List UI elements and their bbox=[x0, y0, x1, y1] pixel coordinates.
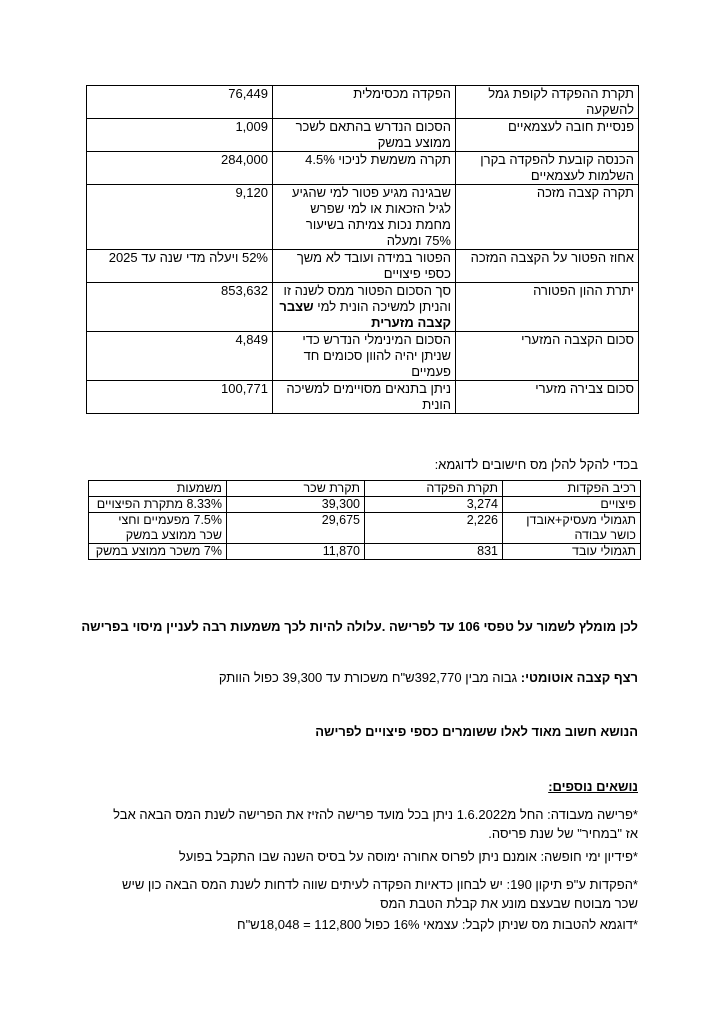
cap-description bbox=[273, 283, 456, 332]
cap-description: הפקדה מכסימלית bbox=[273, 86, 456, 119]
salary-cap-cell: 11,870 bbox=[227, 544, 365, 560]
cap-value: 853,632 bbox=[87, 283, 273, 332]
auto-pension-floor bbox=[219, 670, 638, 686]
table-row bbox=[87, 152, 639, 185]
table-row bbox=[87, 86, 639, 119]
table-row bbox=[87, 250, 639, 283]
cap-description: שבגינה מגיע פטור למי שהגיע לגיל הזכאות או למי שפרש מחמת נכות צמיתה בשיעור 75% ומעלה bbox=[273, 185, 456, 250]
deposit-cap-cell: 831 bbox=[365, 544, 503, 560]
cap-label: פנסיית חובה לעצמאיים bbox=[456, 119, 639, 152]
column-header: משמעות bbox=[89, 481, 227, 497]
component-cell: תגמולי מעסיק+אובדן כושר עבודה bbox=[503, 513, 641, 544]
cap-value: 100,771 bbox=[87, 381, 273, 414]
cap-label: אחוז הפטור על הקצבה המזכה bbox=[456, 250, 639, 283]
cap-description: ניתן בתנאים מסויימים למשיכה הונית bbox=[273, 381, 456, 414]
deposit-example-table bbox=[88, 480, 641, 560]
table-row bbox=[89, 544, 641, 560]
column-header: תקרת שכר bbox=[227, 481, 365, 497]
recommendation-text: לכן מומלץ לשמור על טפסי 106 עד לפרישה .עלולה להיות לכך משמעות רבה לעניין מיסוי בפרישה bbox=[81, 619, 638, 634]
cap-label: סכום צבירה מזערי bbox=[456, 381, 639, 414]
component-cell: פיצויים bbox=[503, 497, 641, 513]
meaning-cell: 7% משכר ממוצע במשק bbox=[89, 544, 227, 560]
table-row bbox=[87, 381, 639, 414]
auto-pension-floor-text: גבוה מבין 392,770ש"ח משכורת עד 39,300 כפול הוותק bbox=[218, 670, 518, 685]
cap-description: הסכום המינימלי הנדרש כדי שניתן יהיה להוון סכומים חד פעמיים bbox=[273, 332, 456, 381]
cap-description: הפטור במידה ועובד לא משך כספי פיצויים bbox=[273, 250, 456, 283]
deposit-cap-cell: 3,274 bbox=[365, 497, 503, 513]
salary-cap-cell: 39,300 bbox=[227, 497, 365, 513]
cap-label: הכנסה קובעת להפקדה בקרן השלמות לעצמאיים bbox=[456, 152, 639, 185]
note-item: *פידיון ימי חופשה: אומנם ניתן לפרוס אחורה ימוסה על בסיס השנה שבו התקבל בפועל bbox=[178, 849, 638, 864]
table-row bbox=[89, 513, 641, 544]
cap-value: 52% ויעלה מדי שנה עד 2025 bbox=[87, 250, 273, 283]
cap-description-bold: שצבר קצבה מזערית bbox=[279, 299, 451, 330]
cap-value: 284,000 bbox=[87, 152, 273, 185]
table-row bbox=[87, 185, 639, 250]
salary-cap-cell: 29,675 bbox=[227, 513, 365, 544]
more-topics-title: נושאים נוספים: bbox=[548, 779, 638, 794]
cap-value: 9,120 bbox=[87, 185, 273, 250]
cap-value: 1,009 bbox=[87, 119, 273, 152]
deposit-cap-cell: 2,226 bbox=[365, 513, 503, 544]
meaning-cell: 7.5% מפעמיים וחצי שכר ממוצע במשק bbox=[89, 513, 227, 544]
cap-label: תקרת ההפקדה לקופת גמל להשקעה bbox=[456, 86, 639, 119]
note-item: *דוגמא להטבות מס שניתן לקבל: עצמאי 16% כפול 112,800 = 18,048ש"ח bbox=[237, 917, 638, 932]
component-cell: תגמולי עובד bbox=[503, 544, 641, 560]
column-header: רכיב הפקדות bbox=[503, 481, 641, 497]
cap-value: 76,449 bbox=[87, 86, 273, 119]
cap-description-text: סך הסכום הפטור ממס לשנה זו והניתן למשיכה הונית למי bbox=[283, 283, 451, 314]
intro-text: בכדי להקל להלן מס חישובים לדוגמא: bbox=[434, 457, 638, 472]
table-row bbox=[87, 332, 639, 381]
table-header-row bbox=[89, 481, 641, 497]
tax-caps-table bbox=[86, 85, 639, 414]
cap-value: 4,849 bbox=[87, 332, 273, 381]
more-topics-heading bbox=[548, 779, 638, 795]
note-item: *פרישה מעבודה: החל מ1.6.2022 ניתן בכל מועד פרישה להזיז את הפרישה לשנת המס הבאה אבל אז "במחיר" של שנת פריסה. bbox=[113, 807, 638, 841]
note-item: *הפקדות ע"פ תיקון 190: יש לבחון כדאיות הפקדה לעיתים שווה לדחות לשנת המס הבאה כון שיש שכר מבוטח שבעצם מונע את קבלת הטבת המס bbox=[121, 877, 638, 911]
cap-label: תקרה קצבה מזכה bbox=[456, 185, 639, 250]
important-note bbox=[315, 724, 638, 740]
table-row bbox=[87, 119, 639, 152]
table-row bbox=[89, 497, 641, 513]
cap-label: סכום הקצבה המזערי bbox=[456, 332, 639, 381]
meaning-cell: 8.33% מתקרת הפיצויים bbox=[89, 497, 227, 513]
important-note-text: הנושא חשוב מאוד לאלו ששומרים כספי פיצויים לפרישה bbox=[315, 724, 638, 739]
auto-pension-floor-label: רצף קצבה אוטומטי: bbox=[520, 670, 638, 685]
table-row bbox=[87, 283, 639, 332]
cap-label: יתרת ההון הפטורה bbox=[456, 283, 639, 332]
cap-description: הסכום הנדרש בהתאם לשכר ממוצע במשק bbox=[273, 119, 456, 152]
column-header: תקרת הפקדה bbox=[365, 481, 503, 497]
recommendation bbox=[81, 619, 638, 635]
cap-description: תקרה משמשת לניכוי 4.5% bbox=[273, 152, 456, 185]
